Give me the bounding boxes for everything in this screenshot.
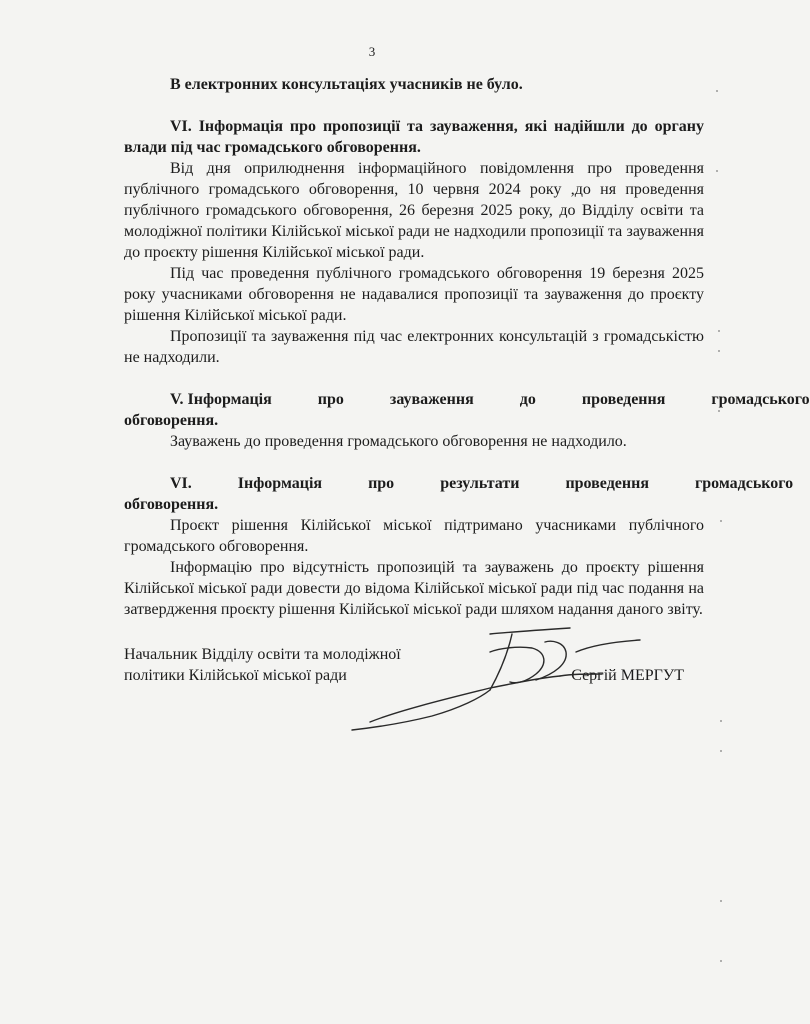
heading-word: до [519,391,536,408]
signatory-position-line1: Начальник Відділу освіти та молодіжної [124,646,401,663]
heading-word: про [368,475,395,492]
heading-word: про [317,391,344,408]
section-heading-remarks [124,389,810,410]
paragraph-project-supported: Проєкт рішення Кілійської міської підтримано учасниками публічного громадського обговорення. [124,517,704,555]
paragraph-no-consultations: В електронних консультаціях учасників не було. [170,76,523,93]
heading-word: V. Інформація [170,391,272,408]
paragraph-discussion-date: Під час проведення публічного громадського обговорення 19 березня 2025 року учасниками обговорення не надавалися пропозиції та зауваження до проєкту рішення Кілійської міської ради. [124,265,704,324]
section-heading-proposals: VI. Інформація про пропозиції та зауваження, які надійшли до органу влади під час громадського обговорення. [124,118,704,156]
page-number: 3 [368,44,376,59]
heading-word: громадського [694,475,794,492]
handwritten-signature [340,612,660,742]
heading-word: проведення [565,475,649,492]
section-heading-results-line2: обговорення. [124,496,219,513]
heading-word: проведення [581,391,666,408]
paragraph-report-submission: Інформацію про відсутність пропозицій та зауважень до проєкту рішення Кілійської міської ради довести до відома Кілійської міської ради під час подання на затвердження проєкту рішення Кілійської міської ради шляхом надання даного звіту. [124,559,704,618]
scan-edge-artifacts [674,0,744,1024]
heading-word: VI. [170,475,192,492]
heading-word: Інформація [237,475,323,492]
paragraph-no-remarks: Зауважень до проведення громадського обговорення не надходило. [170,433,627,450]
heading-word: результати [440,475,520,492]
heading-word: громадського [711,391,810,408]
section-heading-results [124,473,794,494]
signatory-position-line2: політики Кілійської міської ради [124,667,347,684]
paragraph-electronic-consultations: Пропозиції та зауваження під час електронних консультацій з громадськістю не надходили. [124,328,704,366]
section-heading-remarks-line2: обговорення. [124,412,219,429]
document-body [124,74,810,620]
heading-word: зауваження [389,391,474,408]
signatory-name: Сергій МЕРГУТ [571,667,684,684]
paragraph-publication-period: Від дня оприлюднення інформаційного повідомлення про проведення публічного громадського обговорення, 10 червня 2024 року ,до ня проведення публічного громадського обговорення, 26 березня 2025 року, до Відділу освіти та молодіжної політики Кілійської міської ради не надходили пропозиції та зауваження до проєкту рішення Кілійської міської ради. [124,160,704,261]
